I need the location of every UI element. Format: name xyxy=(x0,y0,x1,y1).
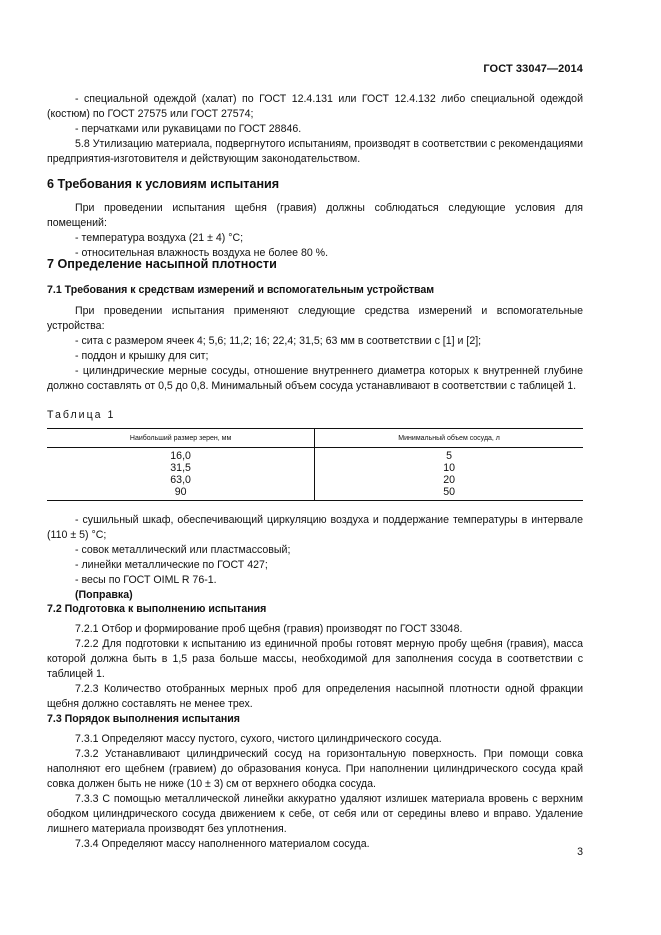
table-cell: 5 xyxy=(315,448,583,463)
table-row xyxy=(47,448,583,463)
table-cell: 10 xyxy=(315,462,583,474)
section-6 xyxy=(47,176,583,261)
table-cell: 50 xyxy=(315,486,583,501)
vessels-item: - цилиндрические мерные сосуды, отношение внутреннего диаметра которых к внутренней глубине должно составлять от 0,5 до 0,8. Минимальный объем сосуда устанавливают в соответствии с таблицей 1. xyxy=(47,365,583,392)
ppe-clothing-item: - специальной одеждой (халат) по ГОСТ 12.4.131 или ГОСТ 12.4.132 либо специальной одеждой (костюм) по ГОСТ 27575 или ГОСТ 27574; xyxy=(47,93,583,120)
subsection-7-1-intro: При проведении испытания применяют следующие средства измерений и вспомогательные устройства: xyxy=(47,305,583,332)
table-header-min-volume: Минимальный объем сосуда, л xyxy=(315,429,583,448)
table-1 xyxy=(47,428,583,501)
page-number: 3 xyxy=(577,846,583,858)
clause-7-2-2: 7.2.2 Для подготовки к испытанию из единичной пробы готовят мерную пробу щебня (гравия), масса которой должна быть в 1,5 раза больше массы, необходимой для заполнения сосуда в соответствии с таблицей 1. xyxy=(47,638,583,680)
section-6-title: 6 Требования к условиям испытания xyxy=(47,177,280,191)
scoop-item: - совок металлический или пластмассовый; xyxy=(75,544,291,556)
clause-7-2-1: 7.2.1 Отбор и формирование проб щебня (гравия) производят по ГОСТ 33048. xyxy=(75,623,463,635)
table-cell: 90 xyxy=(174,486,187,498)
table-1-block xyxy=(47,408,583,501)
section-6-humidity: - относительная влажность воздуха не более 80 %. xyxy=(75,247,329,259)
table-cell: 31,5 xyxy=(170,462,191,474)
clause-7-3-2: 7.3.2 Устанавливают цилиндрический сосуд на горизонтальную поверхность. При помощи совка наполняют его щебнем (гравием) до образования конуса. При наполнении цилиндрического сосуда край совка должен быть не ниже (10 ± 3) см от верхнего ободка сосуда. xyxy=(47,748,583,790)
subsection-7-2 xyxy=(47,602,583,712)
ppe-gloves-item: - перчатками или рукавицами по ГОСТ 28846. xyxy=(75,123,302,135)
section-6-intro: При проведении испытания щебня (гравия) должны соблюдаться следующие условия для помещений: xyxy=(47,202,583,229)
subsection-7-2-title: 7.2 Подготовка к выполнению испытания xyxy=(47,603,267,615)
subsection-7-1-title: 7.1 Требования к средствам измерений и вспомогательным устройствам xyxy=(47,284,435,296)
section-7 xyxy=(47,256,583,394)
amendment-note: (Поправка) xyxy=(75,589,133,601)
drying-oven-item: - сушильный шкаф, обеспечивающий циркуляцию воздуха и поддержание температуры в интервале (110 ± 5) °С; xyxy=(47,514,583,541)
scales-item: - весы по ГОСТ OIML R 76-1. xyxy=(75,574,217,586)
clause-7-3-4: 7.3.4 Определяют массу наполненного материалом сосуда. xyxy=(75,838,370,850)
table-cell: 16,0 xyxy=(170,450,191,462)
clause-7-3-1: 7.3.1 Определяют массу пустого, сухого, чистого цилиндрического сосуда. xyxy=(75,733,442,745)
ppe-block xyxy=(47,92,583,167)
table-header-grain-size: Наибольший размер зерен, мм xyxy=(47,429,315,448)
subsection-7-3 xyxy=(47,712,583,852)
clause-7-3-3: 7.3.3 С помощью металлической линейки аккуратно удаляют излишек материала вровень с верхним ободком цилиндрического сосуда движением к себе, от себя или от середины влево и вправо. Удаление лишнего материала производят без уплотнения. xyxy=(47,793,583,835)
table-cell: 63,0 xyxy=(170,474,191,486)
rulers-item: - линейки металлические по ГОСТ 427; xyxy=(75,559,268,571)
equipment-list-continued xyxy=(47,513,583,603)
clause-7-2-3: 7.2.3 Количество отобранных мерных проб для определения насыпной плотности одной фракции щебня должно составлять не менее трех. xyxy=(47,683,583,710)
tray-item: - поддон и крышку для сит; xyxy=(75,350,209,362)
section-6-temperature: - температура воздуха (21 ± 4) °С; xyxy=(75,232,244,244)
section-7-title: 7 Определение насыпной плотности xyxy=(47,257,277,271)
sieves-item: - сита с размером ячеек 4; 5,6; 11,2; 16; 22,4; 31,5; 63 мм в соответствии с [1] и [2]; xyxy=(75,335,482,347)
subsection-7-3-title: 7.3 Порядок выполнения испытания xyxy=(47,713,240,725)
table-1-caption: Таблица 1 xyxy=(47,409,116,421)
clause-5-8: 5.8 Утилизацию материала, подвергнутого испытаниям, производят в соответствии с рекомендациями предприятия-изготовителя и действующим законодательством. xyxy=(47,138,583,165)
table-cell: 20 xyxy=(315,474,583,486)
table-row xyxy=(47,486,583,501)
standard-code-header: ГОСТ 33047—2014 xyxy=(483,63,583,75)
table-row xyxy=(47,474,583,486)
table-row xyxy=(47,462,583,474)
